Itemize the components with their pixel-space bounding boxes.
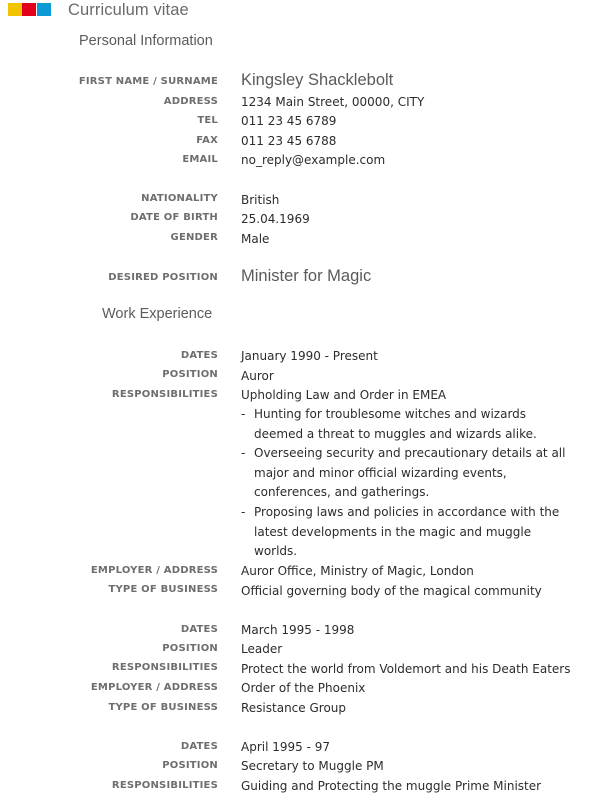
job2-business: Resistance Group (241, 701, 347, 715)
job3-responsibilities: Guiding and Protecting the muggle Prime Minister (241, 779, 542, 793)
logo-yellow-square (8, 3, 22, 16)
job2-dates: March 1995 - 1998 (241, 623, 355, 637)
job2-position-label: POSITION (162, 643, 218, 654)
job3-position: Secretary to Muggle PM (241, 759, 384, 773)
tel-label: TEL (197, 115, 218, 126)
name-label: FIRST NAME / SURNAME (78, 76, 218, 87)
nationality-value: British (241, 193, 280, 207)
job2-dates-label: DATES (180, 624, 218, 635)
job1-bullet-3: - Proposing laws and policies in accordance with the latest developments in the magic and muggle worlds. (241, 505, 560, 559)
work-experience-heading: Work Experience (102, 306, 213, 322)
email-label: EMAIL (182, 154, 218, 165)
job3-responsibilities-label: RESPONSIBILITIES (111, 780, 218, 791)
job2-employer-label: EMPLOYER / ADDRESS (90, 682, 218, 693)
job1-position-label: POSITION (162, 369, 218, 380)
logo-red-square (22, 3, 36, 16)
email-value[interactable]: no_reply@example.com (241, 153, 386, 167)
gender-value: Male (241, 232, 270, 246)
tel-value: 011 23 45 6789 (241, 114, 337, 128)
job2-employer: Order of the Phoenix (241, 681, 366, 695)
dob-value: 25.04.1969 (241, 212, 310, 226)
job1-dates: January 1990 - Present (241, 349, 378, 363)
address-label: ADDRESS (163, 96, 218, 107)
job1-responsibilities-label: RESPONSIBILITIES (111, 389, 218, 400)
address-value: 1234 Main Street, 00000, CITY (241, 95, 425, 109)
fax-label: FAX (196, 135, 218, 146)
desired-position-label: DESIRED POSITION (108, 272, 218, 283)
full-name: Kingsley Shacklebolt (241, 71, 394, 89)
nationality-label: NATIONALITY (141, 193, 218, 204)
job1-business: Official governing body of the magical community (241, 584, 542, 598)
job1-dates-label: DATES (180, 350, 218, 361)
logo (8, 3, 51, 16)
job3-dates: April 1995 - 97 (241, 740, 331, 754)
logo-blue-square (37, 3, 51, 16)
document-title: Curriculum vitae (68, 1, 189, 19)
job1-employer-label: EMPLOYER / ADDRESS (90, 565, 218, 576)
job3-dates-label: DATES (180, 741, 218, 752)
gender-label: GENDER (170, 232, 218, 243)
job2-responsibilities: Protect the world from Voldemort and his Death Eaters (241, 662, 571, 676)
job1-responsibilities: Upholding Law and Order in EMEA (241, 388, 447, 402)
desired-position-value: Minister for Magic (241, 267, 372, 285)
job1-position: Auror (241, 369, 274, 383)
job1-business-label: TYPE OF BUSINESS (108, 584, 218, 595)
job1-employer: Auror Office, Ministry of Magic, London (241, 564, 474, 578)
job1-bullet-2: - Overseeing security and precautionary details at all major and minor official wizarding events, conferences, and gatherings. (241, 446, 566, 500)
job2-position: Leader (241, 642, 283, 656)
job2-responsibilities-label: RESPONSIBILITIES (111, 662, 218, 673)
job2-business-label: TYPE OF BUSINESS (108, 702, 218, 713)
job3-position-label: POSITION (162, 760, 218, 771)
job1-bullet-1: - Hunting for troublesome witches and wizards deemed a threat to muggles and wizards alike. (241, 407, 537, 441)
dob-label: DATE OF BIRTH (130, 212, 218, 223)
personal-information-heading: Personal Information (79, 33, 213, 49)
fax-value: 011 23 45 6788 (241, 134, 337, 148)
